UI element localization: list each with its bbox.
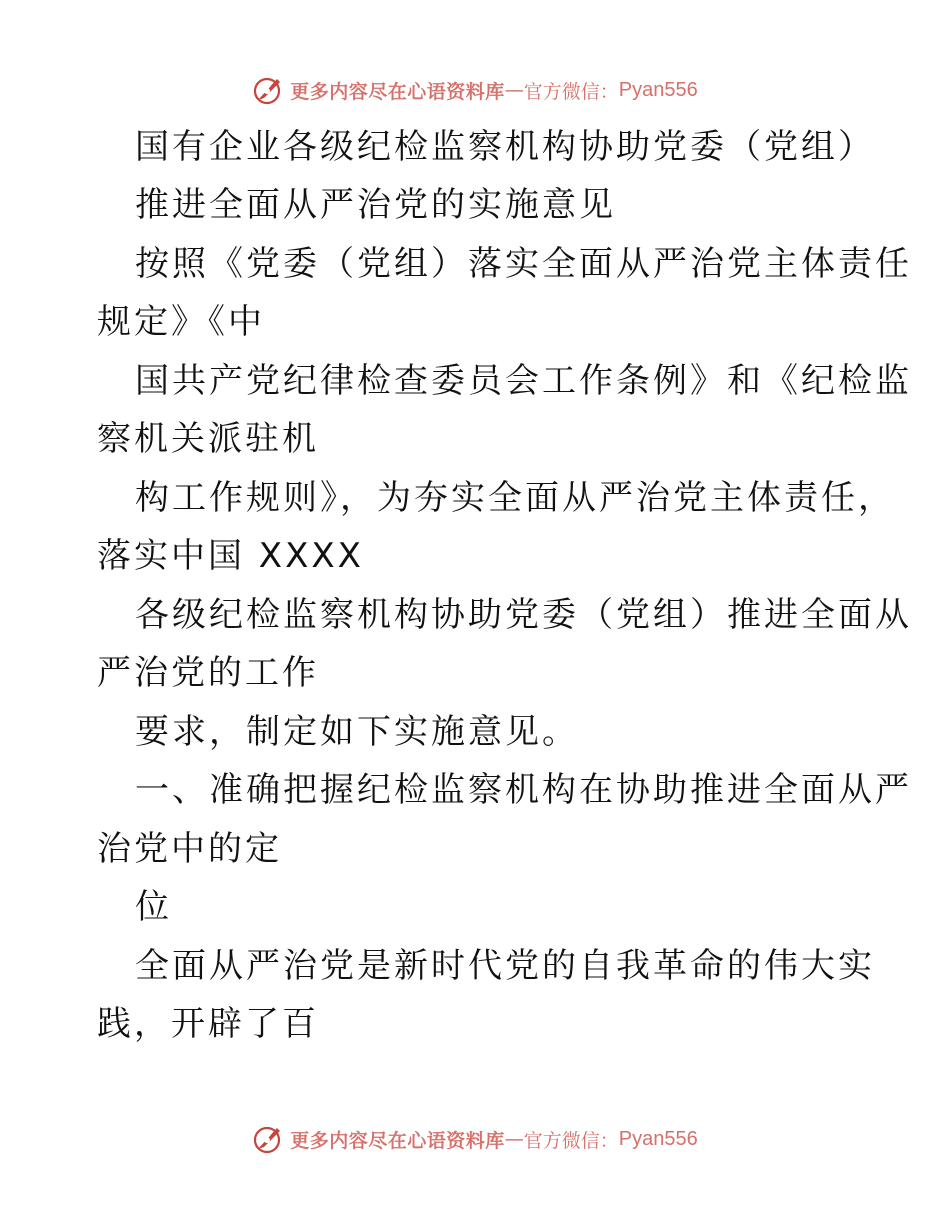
banner-wechat-label: 官方微信： [523, 1129, 619, 1152]
paragraph-line: 规定》《中 [97, 302, 265, 342]
header-banner [0, 70, 950, 110]
paragraph-line: 按照《党委（党组）落实全面从严治党主体责任 [135, 244, 912, 284]
paragraph-line: 构工作规则》，为夯实全面从严治党主体责任， [135, 478, 895, 518]
banner-wechat-id: Pyan556 [618, 78, 698, 101]
paragraph-line: 落实中国 XXXX [97, 536, 364, 576]
banner-text: 更多内容尽在心语资料库 [290, 80, 505, 103]
section-heading-line: 治党中的定 [97, 829, 282, 869]
document-title-line-2: 推进全面从严治党的实施意见 [135, 185, 616, 225]
banner-wechat-id: Pyan556 [618, 1127, 698, 1150]
paragraph-line: 各级纪检监察机构协助党委（党组）推进全面从 [135, 595, 912, 635]
paragraph-line: 国共产党纪律检查委员会工作条例》和《纪检监 [135, 361, 912, 401]
paragraph-line: 察机关派驻机 [97, 419, 319, 459]
banner-separator: — [504, 1128, 524, 1150]
banner-text: 更多内容尽在心语资料库 [290, 1129, 505, 1152]
banner-wechat-label: 官方微信： [523, 80, 619, 103]
feather-pen-logo-icon [252, 1123, 284, 1155]
banner-separator: — [504, 79, 524, 101]
section-heading-line: 一、准确把握纪检监察机构在协助推进全面从严 [135, 770, 912, 810]
feather-pen-logo-icon [252, 74, 284, 106]
paragraph-line: 要求，制定如下实施意见。 [135, 712, 579, 752]
footer-banner [0, 1119, 950, 1159]
paragraph-line: 践，开辟了百 [97, 1004, 319, 1044]
section-heading-line: 位 [135, 887, 172, 927]
document-title-line-1: 国有企业各级纪检监察机构协助党委（党组） [135, 127, 875, 167]
paragraph-line: 全面从严治党是新时代党的自我革命的伟大实 [135, 946, 875, 986]
paragraph-line: 严治党的工作 [97, 653, 319, 693]
